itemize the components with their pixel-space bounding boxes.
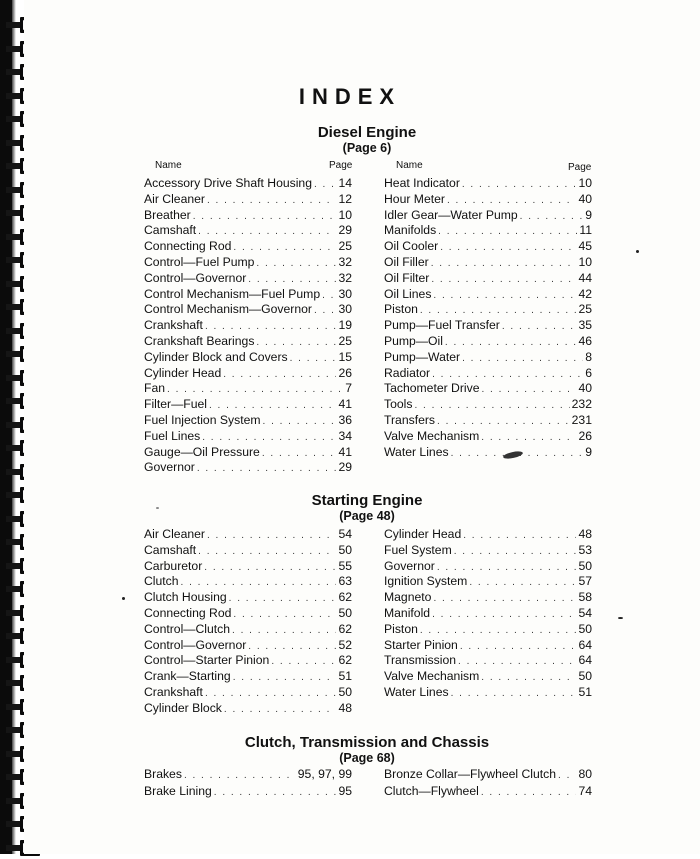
entry-name: Air Cleaner — [144, 527, 205, 541]
index-entry — [384, 573, 592, 589]
index-entry — [384, 637, 592, 653]
section-title-diesel-engine: Diesel Engine — [317, 124, 417, 141]
index-entry — [384, 621, 592, 637]
dot-leader — [447, 193, 576, 207]
section-subtitle-clutch-transmission-chassis: (Page 68) — [339, 751, 395, 765]
entry-name: Crankshaft Bearings — [144, 334, 255, 348]
entry-name: Accessory Drive Shaft Housing — [144, 176, 312, 190]
dot-leader — [262, 446, 337, 460]
entry-page-number: 231 — [571, 413, 592, 427]
index-entry — [144, 621, 352, 637]
entry-page-number: 26 — [338, 365, 352, 380]
entry-page-number: 53 — [578, 542, 592, 557]
entry-name: Oil Filler — [384, 255, 429, 269]
entry-page-number: 25 — [338, 239, 352, 254]
entry-page-number: 10 — [578, 255, 592, 269]
entry-name: Cylinder Head — [384, 527, 462, 541]
entry-page-number: 40 — [578, 381, 592, 396]
index-entry — [144, 652, 352, 668]
dot-leader — [414, 398, 569, 412]
entry-page-number: 32 — [338, 270, 352, 285]
scan-speck — [618, 617, 623, 619]
entry-page-number: 34 — [338, 428, 352, 443]
dot-leader — [440, 240, 576, 254]
entry-page-number: 41 — [338, 397, 352, 412]
entry-name: Magneto — [384, 590, 432, 605]
dot-leader — [205, 686, 337, 700]
index-entry — [384, 333, 592, 349]
dot-leader — [233, 240, 336, 254]
entry-name: Governor — [144, 460, 195, 475]
entry-name: Hour Meter — [384, 191, 445, 206]
dot-leader — [232, 623, 336, 637]
column-header-page-left: Page — [329, 160, 353, 171]
entry-page-number: 52 — [338, 637, 352, 652]
dot-leader — [469, 575, 576, 589]
entry-name: Tools — [384, 397, 413, 412]
entry-page-number: 50 — [338, 606, 352, 620]
dot-leader — [481, 785, 577, 799]
entry-page-number: 62 — [338, 653, 352, 668]
dot-leader — [198, 544, 336, 558]
index-entry — [384, 175, 592, 191]
section-subtitle-diesel-engine: (Page 6) — [342, 141, 392, 155]
dot-leader — [322, 288, 336, 302]
entry-page-number: 19 — [338, 318, 352, 333]
index-entry — [384, 444, 592, 460]
index-entry — [384, 207, 592, 223]
entry-page-number: 58 — [578, 590, 592, 605]
dot-leader — [420, 623, 577, 637]
entry-page-number: 50 — [338, 542, 352, 557]
index-entry — [144, 191, 352, 207]
index-entry — [384, 526, 592, 542]
entry-name: Radiator — [384, 365, 431, 380]
dot-leader — [481, 670, 576, 684]
entry-page-number: 232 — [571, 397, 592, 412]
entry-name: Control Mechanism—Fuel Pump — [144, 286, 321, 301]
dot-leader — [248, 272, 336, 286]
entry-page-number: 48 — [338, 700, 352, 715]
entry-page-number: 36 — [338, 413, 352, 427]
entry-name: Idler Gear—Water Pump — [384, 207, 518, 222]
index-entry — [384, 558, 592, 574]
index-entry — [144, 207, 352, 223]
dot-leader — [438, 224, 577, 238]
entry-name: Brake Lining — [144, 783, 212, 798]
entry-page-number: 62 — [338, 590, 352, 605]
entry-name: Oil Cooler — [384, 239, 439, 254]
entry-name: Control—Clutch — [144, 621, 231, 636]
dot-leader — [462, 177, 577, 191]
index-entry — [144, 526, 352, 542]
dot-leader — [482, 382, 577, 396]
entry-page-number: 32 — [338, 255, 352, 269]
entry-page-number: 62 — [338, 621, 352, 636]
index-entry — [384, 668, 592, 684]
dot-leader — [420, 303, 577, 317]
dot-leader — [445, 335, 577, 349]
entry-name: Camshaft — [144, 223, 197, 238]
entry-name: Control Mechanism—Governor — [144, 302, 312, 317]
index-entry — [144, 349, 352, 365]
entry-page-number: 45 — [578, 239, 592, 254]
index-entry — [384, 652, 592, 668]
index-entry — [384, 238, 592, 254]
index-entry — [144, 301, 352, 317]
dot-leader — [520, 209, 584, 223]
entry-name: Piston — [384, 621, 418, 636]
entry-page-number: 29 — [338, 223, 352, 238]
entry-page-number: 51 — [338, 669, 352, 684]
entry-name: Crank—Starting — [144, 669, 231, 684]
entry-page-number: 11 — [579, 223, 592, 238]
entry-name: Manifold — [384, 606, 431, 620]
entry-page-number: 29 — [338, 460, 352, 475]
index-entry — [384, 191, 592, 207]
entry-name: Crankshaft — [144, 318, 203, 333]
entry-page-number: 95, 97, 99 — [297, 767, 352, 781]
index-entry — [384, 301, 592, 317]
index-entry — [384, 254, 592, 270]
entry-page-number: 95 — [338, 783, 352, 798]
entry-name: Tachometer Drive — [384, 381, 480, 396]
entry-page-number: 8 — [585, 349, 592, 364]
dot-leader — [481, 430, 576, 444]
entry-page-number: 14 — [338, 176, 352, 190]
entry-page-number: 12 — [338, 191, 352, 206]
index-entry — [144, 175, 352, 191]
index-entry — [384, 270, 592, 286]
entry-name: Pump—Fuel Transfer — [384, 318, 500, 333]
dot-leader — [458, 654, 576, 668]
entry-name: Control—Governor — [144, 637, 247, 652]
index-entry — [384, 317, 592, 333]
dot-leader — [207, 193, 336, 207]
dot-leader — [432, 367, 583, 381]
entry-page-number: 35 — [578, 318, 592, 333]
column-header-page-right: Page — [568, 162, 592, 173]
index-entry — [384, 589, 592, 605]
dot-leader — [224, 702, 337, 716]
index-entry — [384, 428, 592, 444]
column-header-name-left: Name — [155, 160, 182, 171]
dot-leader — [256, 335, 336, 349]
index-entry — [144, 238, 352, 254]
entry-name: Oil Lines — [384, 286, 432, 301]
entry-page-number: 54 — [338, 527, 352, 541]
entry-page-number: 64 — [578, 637, 592, 652]
index-entry — [144, 684, 352, 700]
dot-leader — [271, 654, 336, 668]
entry-page-number: 42 — [578, 286, 592, 301]
dot-leader — [193, 209, 337, 223]
entry-name: Control—Fuel Pump — [144, 255, 255, 269]
entry-page-number: 10 — [578, 176, 592, 190]
dot-leader — [432, 607, 576, 621]
dot-leader — [207, 528, 336, 542]
dot-leader — [454, 544, 577, 558]
dot-leader — [502, 319, 577, 333]
index-entry — [144, 380, 352, 396]
entry-name: Cylinder Head — [144, 365, 222, 380]
index-entry — [144, 637, 352, 653]
entry-page-number: 7 — [345, 381, 352, 396]
entry-name: Fuel Lines — [144, 428, 201, 443]
entry-name: Connecting Rod — [144, 606, 232, 620]
index-entry — [144, 365, 352, 381]
dot-leader — [431, 272, 576, 286]
entry-page-number: 63 — [338, 574, 352, 589]
entry-name: Fan — [144, 381, 166, 396]
dot-leader — [197, 461, 337, 475]
entry-name: Heat Indicator — [384, 176, 460, 190]
entry-name: Air Cleaner — [144, 191, 205, 206]
scan-speck — [636, 250, 639, 253]
dot-leader — [181, 575, 337, 589]
entry-page-number: 50 — [338, 685, 352, 699]
index-entry — [384, 783, 592, 799]
entry-name: Fuel System — [384, 542, 452, 557]
section-title-starting-engine: Starting Engine — [311, 492, 423, 509]
entry-name: Transmission — [384, 653, 457, 668]
dot-leader — [233, 670, 337, 684]
entry-page-number: 50 — [578, 621, 592, 636]
dot-leader — [462, 351, 583, 365]
entry-name: Water Lines — [384, 444, 449, 459]
index-entry — [144, 573, 352, 589]
dot-leader — [229, 591, 337, 605]
entry-name: Starter Pinion — [384, 637, 458, 652]
entry-name: Cylinder Block and Covers — [144, 349, 288, 364]
entry-name: Breather — [144, 207, 191, 222]
entry-name: Valve Mechanism — [384, 428, 480, 443]
entry-name: Crankshaft — [144, 685, 203, 699]
entry-page-number: 6 — [585, 365, 592, 380]
entry-name: Control—Governor — [144, 270, 247, 285]
entry-page-number: 48 — [578, 527, 592, 541]
entry-page-number: 15 — [338, 349, 352, 364]
index-entry — [384, 684, 592, 700]
dot-leader — [233, 607, 336, 621]
index-entry — [384, 380, 592, 396]
dot-leader — [256, 256, 336, 270]
index-entry — [384, 542, 592, 558]
entry-page-number: 41 — [338, 444, 352, 459]
dot-leader — [558, 768, 576, 782]
index-entry — [144, 766, 352, 782]
index-entry — [384, 286, 592, 302]
entry-page-number: 55 — [338, 558, 352, 573]
dot-leader — [290, 351, 337, 365]
page-title: INDEX — [298, 84, 402, 109]
entry-page-number: 64 — [578, 653, 592, 668]
entry-name: Water Lines — [384, 685, 449, 699]
index-entry — [144, 412, 352, 428]
index-entry — [144, 254, 352, 270]
entry-name: Piston — [384, 302, 418, 317]
entry-page-number: 25 — [338, 334, 352, 348]
index-entry — [144, 558, 352, 574]
index-entry — [384, 605, 592, 621]
index-entry — [144, 222, 352, 238]
index-entry — [144, 286, 352, 302]
scan-speck — [156, 507, 159, 509]
index-entry — [144, 333, 352, 349]
entry-name: Pump—Oil — [384, 334, 443, 348]
index-entry — [144, 459, 352, 475]
dot-leader — [209, 398, 336, 412]
entry-page-number: 9 — [585, 207, 592, 222]
dot-leader — [223, 367, 336, 381]
entry-name: Control—Starter Pinion — [144, 653, 270, 668]
dot-leader — [314, 303, 336, 317]
dot-leader — [451, 686, 577, 700]
entry-name: Valve Mechanism — [384, 669, 480, 684]
index-entry — [384, 766, 592, 782]
index-entry — [384, 349, 592, 365]
entry-name: Cylinder Block — [144, 700, 222, 715]
index-entry — [384, 222, 592, 238]
dot-leader — [433, 591, 576, 605]
index-entry — [384, 365, 592, 381]
index-entry — [144, 317, 352, 333]
dot-leader — [214, 785, 337, 799]
entry-name: Gauge—Oil Pressure — [144, 444, 260, 459]
dot-leader — [263, 414, 337, 428]
entry-page-number: 50 — [578, 669, 592, 684]
entry-name: Transfers — [384, 413, 436, 427]
index-entry — [384, 412, 592, 428]
entry-name: Fuel Injection System — [144, 413, 261, 427]
entry-page-number: 46 — [578, 334, 592, 348]
entry-name: Ignition System — [384, 574, 468, 589]
entry-name: Camshaft — [144, 542, 197, 557]
entry-page-number: 74 — [578, 783, 592, 798]
entry-page-number: 50 — [578, 558, 592, 573]
dot-leader — [437, 414, 570, 428]
entry-page-number: 25 — [578, 302, 592, 317]
entry-page-number: 54 — [578, 606, 592, 620]
index-entry — [144, 589, 352, 605]
entry-page-number: 30 — [338, 302, 352, 317]
dot-leader — [433, 288, 576, 302]
dot-leader — [184, 768, 296, 782]
entry-page-number: 30 — [338, 286, 352, 301]
entry-name: Connecting Rod — [144, 239, 232, 254]
entry-name: Clutch — [144, 574, 179, 589]
entry-page-number: 80 — [578, 767, 592, 781]
section-subtitle-starting-engine: (Page 48) — [339, 509, 395, 523]
entry-page-number: 10 — [338, 207, 352, 222]
entry-name: Carburetor — [144, 558, 203, 573]
index-entry — [384, 396, 592, 412]
index-entry — [144, 700, 352, 716]
entry-name: Brakes — [144, 767, 182, 781]
dot-leader — [205, 319, 337, 333]
dot-leader — [248, 639, 336, 653]
entry-page-number: 9 — [585, 444, 592, 459]
dot-leader — [198, 224, 336, 238]
dot-leader — [437, 560, 577, 574]
dot-leader — [167, 382, 343, 396]
column-header-name-right: Name — [396, 160, 423, 171]
scan-speck — [122, 597, 125, 600]
entry-page-number: 26 — [578, 428, 592, 443]
entry-name: Clutch—Flywheel — [384, 783, 479, 798]
dot-leader — [460, 639, 577, 653]
section-title-clutch-transmission-chassis: Clutch, Transmission and Chassis — [244, 734, 490, 751]
entry-page-number: 40 — [578, 191, 592, 206]
entry-name: Governor — [384, 558, 435, 573]
index-entry — [144, 783, 352, 799]
index-entry — [144, 668, 352, 684]
entry-name: Oil Filter — [384, 270, 430, 285]
entry-page-number: 57 — [578, 574, 592, 589]
dot-leader — [204, 560, 336, 574]
entry-page-number: 51 — [578, 685, 592, 699]
entry-name: Clutch Housing — [144, 590, 227, 605]
index-entry — [144, 605, 352, 621]
entry-name: Bronze Collar—Flywheel Clutch — [384, 767, 557, 781]
index-entry — [144, 542, 352, 558]
entry-page-number: 44 — [578, 270, 592, 285]
entry-name: Pump—Water — [384, 349, 461, 364]
dot-leader — [202, 430, 336, 444]
index-entry — [144, 270, 352, 286]
index-entry — [144, 396, 352, 412]
dot-leader — [463, 528, 576, 542]
dot-leader — [314, 177, 336, 191]
index-entry — [144, 428, 352, 444]
entry-name: Manifolds — [384, 223, 437, 238]
entry-name: Filter—Fuel — [144, 397, 207, 412]
index-entry — [144, 444, 352, 460]
dot-leader — [431, 256, 577, 270]
